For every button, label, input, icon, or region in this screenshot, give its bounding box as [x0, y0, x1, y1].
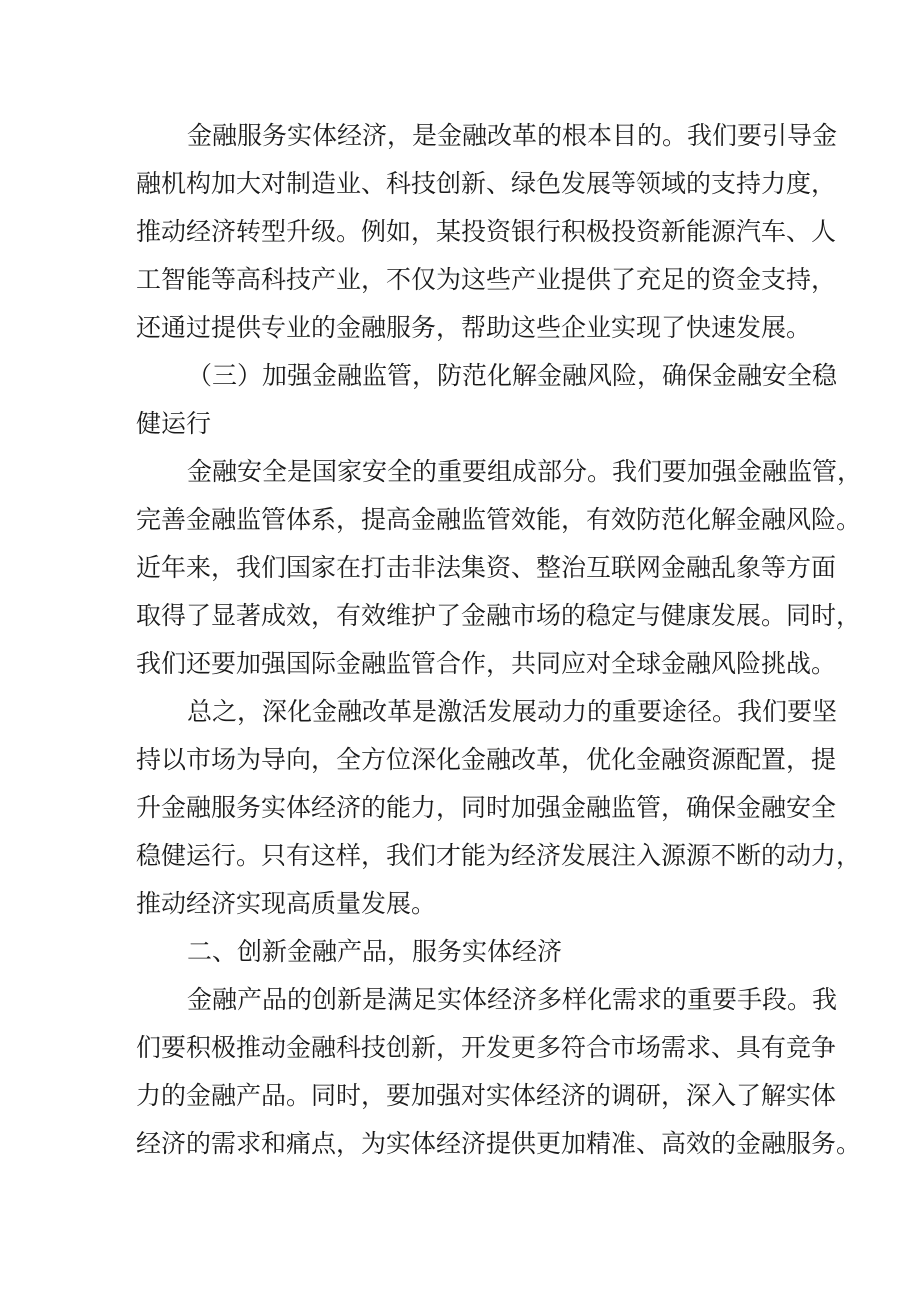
paragraph-2-line-4: 取得了显著成效，有效维护了金融市场的稳定与健康发展。同时， — [136, 601, 862, 630]
paragraph-1-line-5: 还通过提供专业的金融服务，帮助这些企业实现了快速发展。 — [136, 313, 812, 342]
paragraph-2-line-3: 近年来，我们国家在打击非法集资、整治互联网金融乱象等方面 — [136, 553, 837, 582]
section-heading-2: 二、创新金融产品，服务实体经济 — [187, 937, 563, 966]
paragraph-1-line-3: 推动经济转型升级。例如，某投资银行积极投资新能源汽车、人 — [136, 217, 837, 246]
paragraph-3-line-5: 推动经济实现高质量发展。 — [136, 889, 437, 918]
paragraph-2-line-2: 完善金融监管体系，提高金融监管效能，有效防范化解金融风险。 — [136, 505, 862, 534]
paragraph-2-line-5: 我们还要加强国际金融监管合作，共同应对全球金融风险挑战。 — [136, 649, 837, 678]
paragraph-2-line-1: 金融安全是国家安全的重要组成部分。我们要加强金融监管， — [187, 457, 863, 486]
paragraph-3-line-4: 稳健运行。只有这样，我们才能为经济发展注入源源不断的动力， — [136, 841, 862, 870]
paragraph-1-line-4: 工智能等高科技产业，不仅为这些产业提供了充足的资金支持， — [136, 265, 837, 294]
paragraph-4-line-3: 力的金融产品。同时，要加强对实体经济的调研，深入了解实体 — [136, 1081, 837, 1110]
paragraph-1-line-1: 金融服务实体经济，是金融改革的根本目的。我们要引导金 — [187, 121, 838, 150]
section-heading-3-line-1: （三）加强金融监管，防范化解金融风险，确保金融安全稳 — [187, 361, 838, 390]
paragraph-1-line-2: 融机构加大对制造业、科技创新、绿色发展等领域的支持力度， — [136, 169, 837, 198]
paragraph-3-line-2: 持以市场为导向，全方位深化金融改革，优化金融资源配置，提 — [136, 745, 837, 774]
paragraph-4-line-4: 经济的需求和痛点，为实体经济提供更加精准、高效的金融服务。 — [136, 1129, 862, 1158]
paragraph-3-line-1: 总之，深化金融改革是激活发展动力的重要途径。我们要坚 — [187, 697, 838, 726]
paragraph-3-line-3: 升金融服务实体经济的能力，同时加强金融监管，确保金融安全 — [136, 793, 837, 822]
paragraph-4-line-1: 金融产品的创新是满足实体经济多样化需求的重要手段。我 — [187, 985, 838, 1014]
section-heading-3-line-2: 健运行 — [136, 409, 212, 438]
paragraph-4-line-2: 们要积极推动金融科技创新，开发更多符合市场需求、具有竞争 — [136, 1033, 837, 1062]
